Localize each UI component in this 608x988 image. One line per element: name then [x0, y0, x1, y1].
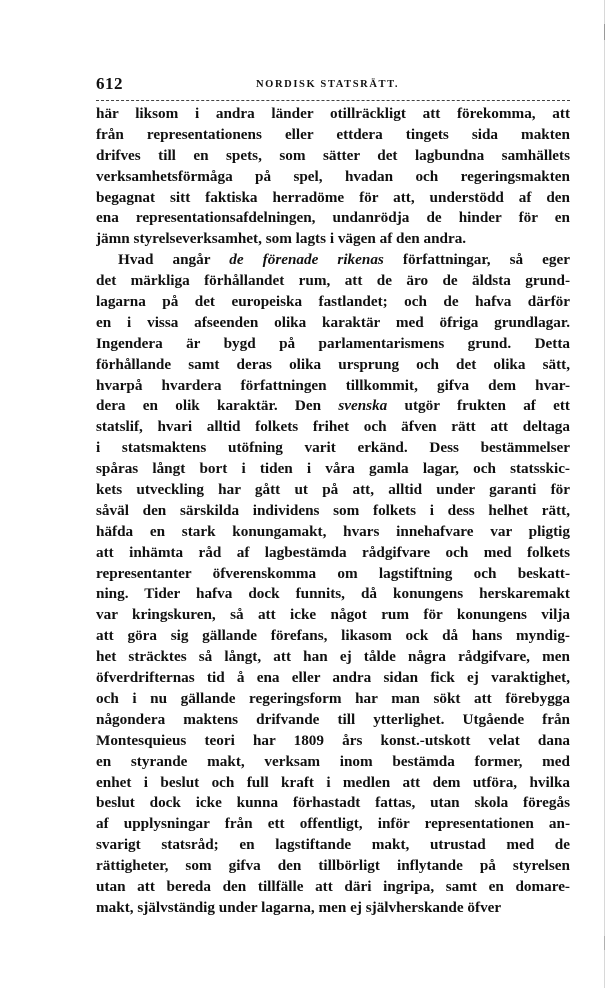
text-line: enhet i beslut och full kraft i medlen att dem utföra, hvilka: [96, 773, 570, 791]
text-line: spåras långt bort i tiden i våra gamla lagar, och statsskic-: [96, 460, 570, 478]
text-line: såväl den särskilda individens som folkets i dess helhet rätt,: [96, 501, 570, 519]
text-segment: författningar, så eger: [383, 251, 570, 269]
text-line: drifves till en spets, som sätter det lagbundna samhällets: [96, 146, 570, 164]
text-line: [96, 250, 570, 271]
text-line: att göra sig gällande förefans, likasom ock då hans myndig-: [96, 627, 570, 645]
text-line: från representationens eller ettdera tingets sida makten: [96, 125, 570, 143]
header-rule: [96, 100, 570, 101]
text-line: begagnat sitt faktiska herradöme för att, understödd af den: [96, 188, 570, 206]
text-line: ena representationsafdelningen, undanrödja de hinder för en: [96, 209, 570, 227]
text-line: representanter öfverenskomma om lagstiftning och beskatt-: [96, 564, 570, 582]
scan-edge-line: [604, 0, 605, 988]
emphasized-text: de förenade rikenas: [229, 251, 384, 269]
text-line: statslif, hvari alltid folkets frihet och äfven rätt att deltaga: [96, 418, 570, 436]
text-line: lagarna på det europeiska fastlandet; och de hafva därför: [96, 293, 570, 311]
text-line: Montesquieus teori har 1809 års konst.-utskott velat dana: [96, 731, 570, 749]
text-segment: Hvad angår: [118, 251, 230, 269]
text-line: i statsmaktens utöfning varit erkänd. Dess bestämmelser: [96, 439, 570, 457]
text-line: öfverdrifternas tid å ena eller andra sidan fick ej varaktighet,: [96, 669, 570, 687]
text-line: utan att bereda den tillfälle att däri ingripa, samt en domare-: [96, 877, 570, 895]
text-line: verksamhetsförmåga på spel, hvadan och regeringsmakten: [96, 167, 570, 185]
text-line: het sträcktes så långt, att han ej tålde några rådgifvare, men: [96, 648, 570, 666]
emphasized-text: svenska: [338, 397, 388, 415]
scan-edge-mark: [604, 24, 605, 40]
text-line: häfda en stark konungamakt, hvars innehafvare var pligtig: [96, 522, 570, 540]
running-head: [96, 74, 572, 98]
page-number: 612: [96, 74, 123, 93]
text-line: någondera maktens drifvande till ytterlighet. Utgående från: [96, 710, 570, 728]
text-line: svarigt statsråd; en lagstiftande makt, utrustad med de: [96, 836, 570, 854]
text-line: makt, självständig under lagarna, men ej självherskande öfver: [96, 898, 502, 916]
text-line: här liksom i andra länder otillräckligt att förekomma, att: [96, 105, 570, 122]
text-line: det märkliga förhållandet rum, att de äro de äldsta grund-: [96, 272, 570, 290]
text-line: hvarpå hvardera författningen tillkommit, gifva dem hvar-: [96, 376, 570, 394]
text-line: [96, 396, 570, 417]
text-line: en styrande makt, verksam inom bestämda former, med: [96, 752, 570, 770]
text-line: rättigheter, som gifva den tillbörligt inflytande på styrelsen: [96, 857, 570, 875]
text-segment: dera en olik karaktär. Den: [96, 397, 339, 415]
text-line: förhållande samt deras olika ursprung och det olika sätt,: [96, 355, 570, 373]
text-line: och i nu gällande regeringsform har man sökt att förebygga: [96, 689, 570, 707]
text-line: jämn styrelseverksamhet, som lagts i vägen af den andra.: [96, 230, 467, 248]
text-line: kets utveckling har gått ut på att, alltid under garanti för: [96, 481, 570, 499]
text-line: af upplysningar från ett offentligt, inför representationen an-: [96, 815, 570, 833]
text-line: att inhämta råd af lagbestämda rådgifvare och med folkets: [96, 543, 570, 561]
text-line: en i vissa afseenden olika karaktär med öfriga grundlagar.: [96, 313, 570, 331]
text-segment: utgör frukten af ett: [387, 397, 570, 415]
text-line: var kringskuren, så att icke något rum för konungens vilja: [96, 606, 570, 624]
text-line: Ingendera är bygd på parlamentarismens grund. Detta: [96, 334, 570, 352]
body-text: [96, 104, 570, 919]
text-line: ning. Tider hafva dock funnits, då konungens herskaremakt: [96, 585, 570, 603]
scan-edge-mark: [604, 936, 605, 950]
journal-title: NORDISK STATSRÄTT.: [256, 79, 400, 90]
text-line: beslut dock icke kunna förhastadt fattas, utan skola föregås: [96, 794, 570, 812]
